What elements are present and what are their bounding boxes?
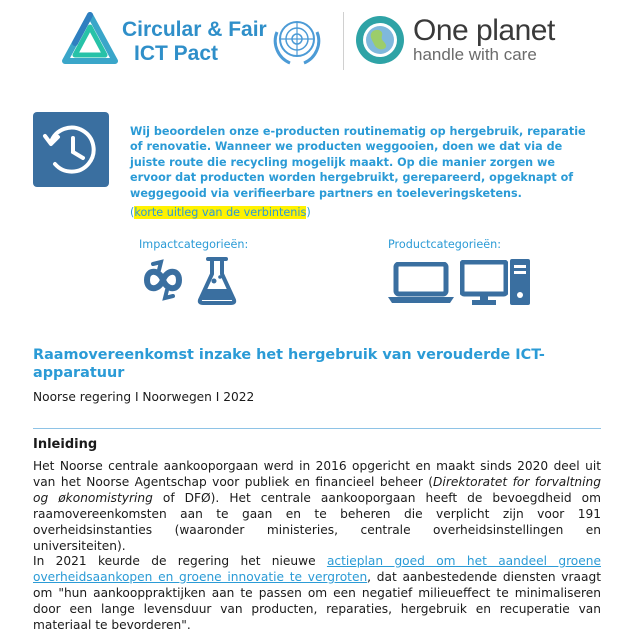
impact-categories-label: Impactcategorieën: bbox=[139, 238, 249, 251]
paragraph-2 bbox=[33, 554, 601, 634]
clock-history-icon-box bbox=[33, 112, 109, 187]
commitment-text: Wij beoordelen onze e-producten routinematig op hergebruik, reparatie of renovatie. Wanneer we producten weggooien, doen we dat via de juiste route die recycling mogelijk maakt. Op die manier zorgen we ervoor dat producten worden hergebruikt, gerepareerd, opgeknapt of weggegooid via verifieerbare partners en toeleveringsketens. bbox=[130, 125, 586, 200]
paragraph-1 bbox=[33, 459, 601, 554]
p2-text-b: , dat aanbestedende diensten vraagt om "hun aankooppraktijken aan te passen om een negatief milieueffect te minimaliseren door een lange levensduur van producten, reparaties, hergebruik en recuperatie van materiaal te bevorderen". bbox=[33, 569, 601, 632]
explanation-link[interactable]: korte uitleg van de verbintenis bbox=[134, 206, 307, 219]
one-planet-subtitle: handle with care bbox=[413, 45, 537, 64]
document-meta: Noorse regering I Noorwegen I 2022 bbox=[33, 390, 255, 404]
laptop-icon bbox=[388, 262, 454, 304]
commitment-explanation bbox=[130, 206, 311, 219]
p1-text-a: Het Noorse centrale aankooporgaan werd in 2016 opgericht en maakt sinds 2020 deel uit van het Noorse Agentschap voor publiek en financieel beheer ( bbox=[33, 459, 601, 489]
tower-pc-icon bbox=[510, 259, 530, 305]
document-title: Raamovereenkomst inzake het hergebruik van verouderde ICT-apparatuur bbox=[33, 347, 545, 381]
circular-fair-logo-text bbox=[122, 18, 267, 66]
section-heading: Inleiding bbox=[33, 437, 98, 452]
un-globe-icon bbox=[268, 12, 326, 68]
desktop-monitor-icon bbox=[460, 260, 508, 306]
paren-close: ) bbox=[306, 206, 311, 219]
un-emblem bbox=[268, 12, 326, 68]
paren-open: ( bbox=[130, 206, 135, 219]
one-planet-logo bbox=[354, 14, 406, 66]
clock-history-icon bbox=[33, 112, 109, 187]
infinity-recycle-icon bbox=[137, 256, 189, 304]
p1-text-b: of DFØ). Het centrale aankooporgaan heeft de bevoegdheid om raamovereenkomsten aan te gaan en te beheren die verplicht zijn voor 191 overheidsinstanties (waaronder ministeries, centrale overheidsinstellingen en universiteiten). bbox=[33, 490, 601, 553]
product-categories-label: Productcategorieën: bbox=[388, 238, 502, 251]
p2-text-a: In 2021 keurde de regering het nieuwe bbox=[33, 554, 327, 568]
logo-line-1: Circular & Fair bbox=[122, 18, 267, 41]
circular-fair-logo bbox=[62, 12, 118, 66]
section-divider bbox=[33, 428, 601, 429]
globe-icon bbox=[354, 14, 406, 66]
one-planet-title: One planet bbox=[413, 14, 555, 47]
logo-divider bbox=[343, 12, 344, 70]
flask-icon bbox=[195, 256, 239, 306]
action-plan-link[interactable]: actieplan goed om het aandeel groene overheidsaankopen en groene innovatie te vergroten bbox=[33, 554, 601, 584]
triangle-loop-icon bbox=[62, 12, 118, 66]
logo-line-2: ICT Pact bbox=[134, 42, 219, 65]
p1-italic: Direktoratet for forvaltning og økonomistyring bbox=[33, 474, 601, 505]
